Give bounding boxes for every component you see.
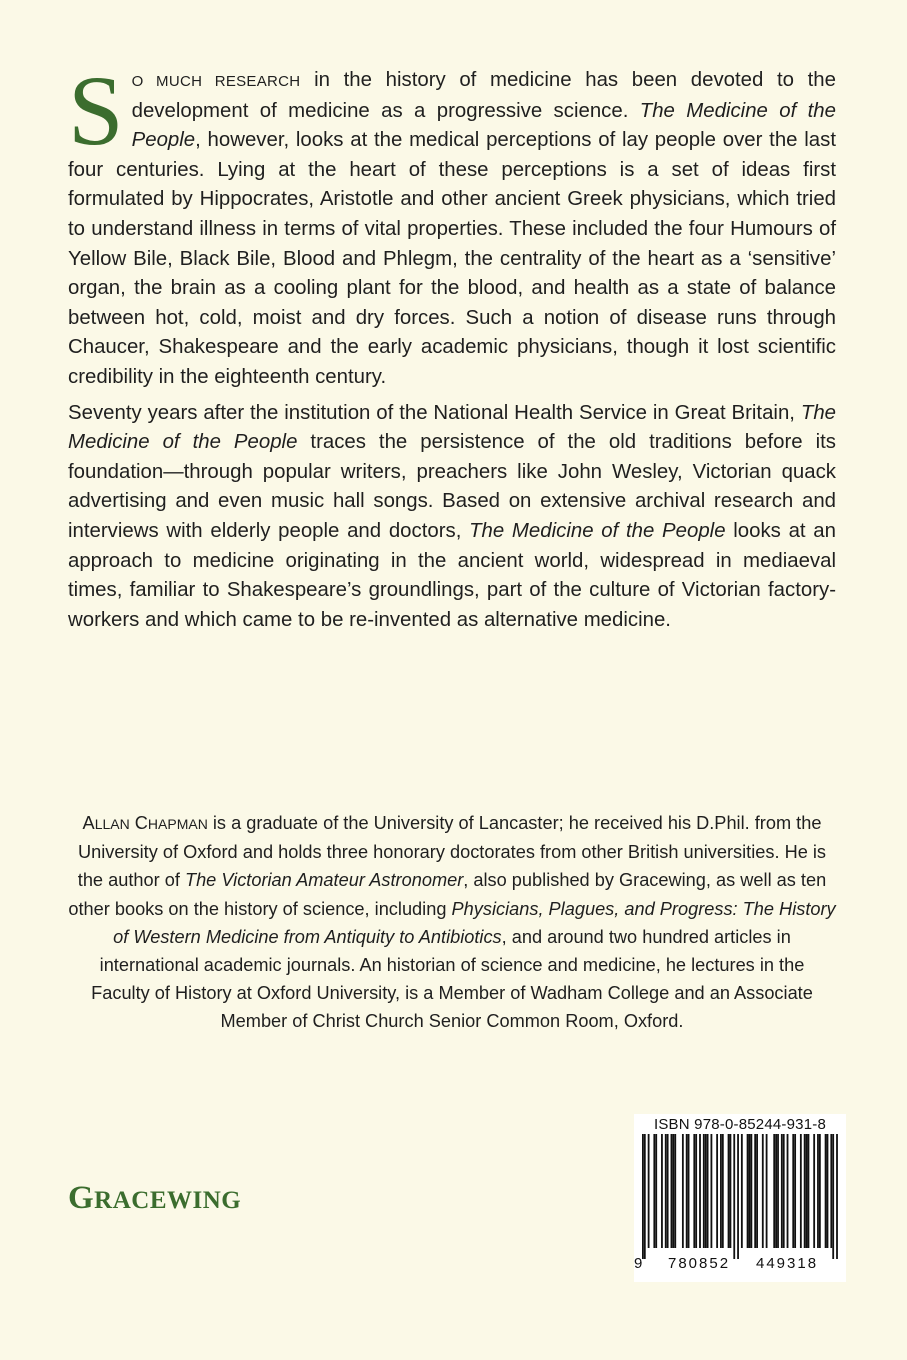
barcode-bar — [794, 1134, 796, 1248]
barcode-bars — [642, 1134, 838, 1269]
barcode-bar — [648, 1134, 650, 1248]
blurb-text: in the history of medicine has been devoted to the development of medicine as a progressive science. — [131, 69, 836, 122]
book-title: The Medicine of the People — [131, 99, 836, 152]
barcode-bar — [754, 1134, 756, 1248]
barcode-bar — [667, 1134, 669, 1248]
opening-smallcaps: O MUCH RESEARCH — [131, 73, 301, 90]
publisher-logo — [68, 1180, 241, 1217]
barcode-bar — [808, 1134, 810, 1248]
isbn-label: ISBN 978-0-85244-931-8 — [653, 1116, 826, 1133]
author-bio-text: , also published by Gracewing, as well as ten other books on the history of science, including — [68, 870, 827, 919]
barcode-bar — [686, 1134, 688, 1248]
barcode-bar — [781, 1134, 783, 1248]
barcode-bar — [642, 1134, 644, 1259]
author-bio — [68, 809, 836, 1036]
barcode-bar — [653, 1134, 655, 1248]
barcode-bar — [747, 1134, 749, 1248]
book-title: Physicians, Plagues, and Progress: The History of Western Medicine from Antiquity to Antibiotics — [113, 898, 836, 947]
barcode-bar — [756, 1134, 758, 1248]
barcode-bar — [703, 1134, 705, 1248]
blurb-text: traces the persistence of the old traditions before its foundation—through popular writers, preachers like John Wesley, Victorian quack advertising and even music hall songs. Based on extensive archival research and interviews with elderly people and doctors, — [68, 431, 836, 542]
author-name-part: C — [134, 813, 148, 833]
barcode-bar — [644, 1134, 646, 1259]
barcode-bar — [836, 1134, 838, 1259]
barcode-bar — [705, 1134, 707, 1248]
author-name-part: HAPMAN — [147, 816, 208, 832]
blurb — [68, 55, 836, 641]
barcode-bar — [792, 1134, 794, 1248]
isbn-barcode — [634, 1114, 846, 1282]
book-title: The Medicine of the People — [68, 401, 836, 454]
barcode-bar — [672, 1134, 674, 1248]
barcode-bar — [766, 1134, 768, 1248]
barcode-bar — [688, 1134, 690, 1248]
barcode-bar — [716, 1134, 718, 1248]
barcode-bar — [733, 1134, 735, 1259]
barcode-bar — [832, 1134, 834, 1259]
publisher-logo-initial: G — [68, 1180, 95, 1216]
author-bio-text: , and around two hundred articles in international academic journals. An historian of science and medicine, he lectures in the Faculty of History at Oxford University, is a Member of Wadham College and an Associate Member of Christ Church Senior Common Room, Oxford. — [91, 926, 813, 1032]
barcode-digit-first: 9 — [634, 1255, 643, 1272]
barcode-bar — [817, 1134, 819, 1248]
barcode-bar — [707, 1134, 709, 1248]
barcode-bar — [674, 1134, 676, 1248]
barcode-bar — [827, 1134, 829, 1248]
barcode-bar — [830, 1134, 832, 1248]
blurb-text: looks at an approach to medicine originating in the ancient world, widespread in mediaeval times, familiar to Shakespeare’s groundlings, part of the culture of Victorian factory-workers and which came to be re-invented as alternative medicine. — [68, 519, 836, 631]
barcode-bar — [655, 1134, 657, 1248]
author-name — [83, 813, 208, 833]
blurb-paragraph-2 — [68, 399, 836, 636]
barcode-bar — [825, 1134, 827, 1248]
barcode-bar — [775, 1134, 777, 1248]
barcode-bar — [728, 1134, 730, 1248]
blurb-paragraph-1 — [68, 55, 836, 393]
barcode-digits-right: 449318 — [756, 1255, 819, 1272]
book-title: The Medicine of the People — [469, 519, 726, 542]
barcode-bar — [693, 1134, 695, 1248]
barcode-bar — [665, 1134, 667, 1248]
barcode-bar — [720, 1134, 722, 1248]
author-bio-text: is a graduate of the University of Lancaster; he received his D.Phil. from the University of Oxford and holds three honorary doctorates from other British universities. He is the author of — [77, 813, 827, 891]
author-name-part: A — [82, 813, 95, 833]
barcode-bar — [711, 1134, 713, 1248]
author-name-part: LLAN — [94, 816, 130, 832]
blurb-text: , however, looks at the medical perceptions of lay people over the last four centuries. Lying at the heart of these perceptions is a set of ideas first formulated by Hippocrates, Aristotle and other ancient Greek physicians, which tried to understand illness in terms of vital properties. These included the four Humours of Yellow Bile, Black Bile, Blood and Phlegm, the centrality of the heart as a ‘sensitive’ organ, the brain as a cooling plant for the blood, and health as a state of balance between hot, cold, moist and dry forces. Such a notion of disease runs through Chaucer, Shakespeare and the early academic physicians, though it lost scientific credibility in the eighteenth century. — [68, 129, 836, 388]
barcode-bar — [737, 1134, 739, 1259]
barcode-bar — [749, 1134, 751, 1248]
barcode-bar — [804, 1134, 806, 1248]
barcode-bar — [773, 1134, 775, 1248]
barcode-bar — [671, 1134, 673, 1248]
barcode-digits-left: 780852 — [668, 1255, 731, 1272]
barcode-bar — [819, 1134, 821, 1248]
barcode-bar — [800, 1134, 802, 1248]
barcode-bar — [783, 1134, 785, 1248]
barcode-bar — [787, 1134, 789, 1248]
barcode-bar — [699, 1134, 701, 1248]
barcode-bar — [682, 1134, 684, 1248]
barcode-bar — [806, 1134, 808, 1248]
drop-cap: S — [68, 55, 124, 166]
barcode-bar — [762, 1134, 764, 1248]
barcode-bar — [661, 1134, 663, 1248]
barcode-bar — [777, 1134, 779, 1248]
barcode-bar — [722, 1134, 724, 1248]
barcode-bar — [695, 1134, 697, 1248]
blurb-text: Seventy years after the institution of the National Health Service in Great Britain, — [68, 401, 801, 424]
publisher-logo-rest: RACEWING — [94, 1187, 242, 1214]
barcode-bar — [813, 1134, 815, 1248]
barcode-bar — [750, 1134, 752, 1248]
book-title: The Victorian Amateur Astronomer — [184, 870, 464, 891]
barcode-bar — [730, 1134, 732, 1248]
barcode-bar — [741, 1134, 743, 1248]
